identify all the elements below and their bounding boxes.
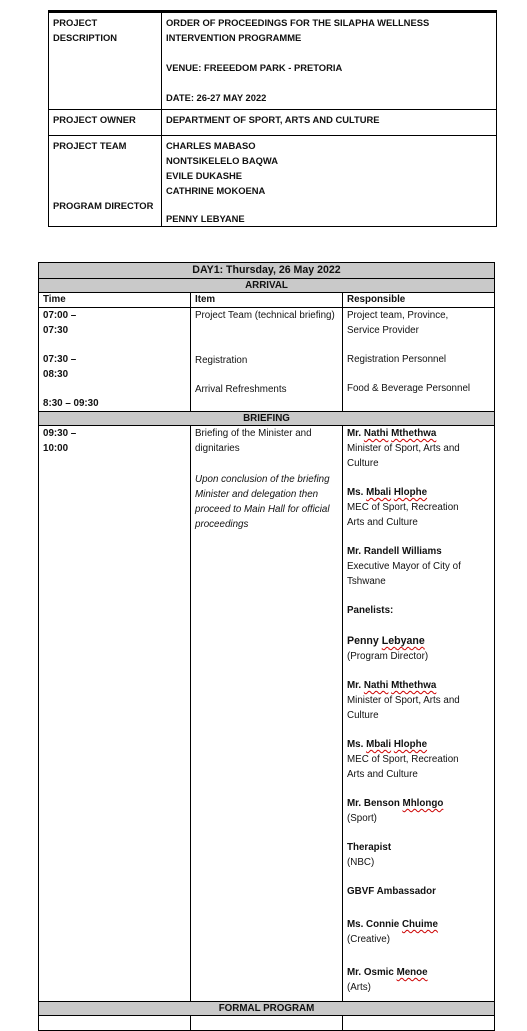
name-part: Hlophe	[393, 739, 428, 750]
name-part: Nathi	[363, 428, 389, 439]
project-owner-row	[49, 110, 497, 136]
responsible-text: Project team, Province,	[347, 310, 449, 321]
day-title: DAY1: Thursday, 26 May 2022	[39, 263, 495, 279]
name-part: Lebyane	[381, 635, 425, 647]
panelist-role: Arts and Culture	[347, 769, 418, 780]
program-director-label: PROGRAM DIRECTOR	[53, 200, 154, 211]
panelist-role: (Program Director)	[347, 651, 429, 662]
panelist-name: Mr. Benson Mhlongo	[347, 798, 444, 809]
project-team-label: PROJECT TEAM	[53, 140, 127, 151]
panelist-role: (Sport)	[347, 813, 377, 824]
time-text: 10:00	[43, 443, 69, 454]
name-part: Mhlongo	[402, 798, 444, 809]
panelist-name: Mr. Nathi Mthethwa	[347, 680, 437, 691]
panelist-role: Culture	[347, 710, 379, 721]
formal-banner: FORMAL PROGRAM	[39, 1002, 495, 1016]
col-item-header: Item	[191, 293, 343, 308]
responsible-role: Arts and Culture	[347, 517, 418, 528]
panelist-role: (NBC)	[347, 857, 375, 868]
briefing-responsible-cell	[343, 426, 495, 1002]
responsible-role: Executive Mayor of City of	[347, 561, 461, 572]
day-title-row	[39, 263, 495, 279]
name-part: Chuime	[401, 919, 438, 930]
responsible-role: Culture	[347, 458, 379, 469]
column-header-row	[39, 293, 495, 308]
panelist-name: Ms. Mbali Hlophe	[347, 739, 428, 750]
team-member: CATHRINE MOKOENA	[166, 185, 266, 196]
project-description-label: PROJECT DESCRIPTION	[49, 12, 162, 110]
project-venue: VENUE: FREEEDOM PARK - PRETORIA	[166, 62, 343, 73]
briefing-row	[39, 426, 495, 1002]
time-text: 07:30 –	[43, 354, 77, 365]
project-owner: DEPARTMENT OF SPORT, ARTS AND CULTURE	[162, 110, 497, 136]
formal-row	[39, 1016, 495, 1031]
name-part: Hlophe	[393, 487, 428, 498]
responsible-text: Food & Beverage Personnel	[347, 383, 471, 394]
briefing-item-cell	[191, 426, 343, 1002]
panelist-role: (Arts)	[347, 982, 371, 993]
briefing-note: Upon conclusion of the briefing Minister and delegation then proceed to Main Hall for official proceedings	[195, 474, 330, 530]
day-schedule-table	[38, 262, 495, 1031]
panelist-name: GBVF Ambassador	[347, 886, 436, 897]
project-date: DATE: 26-27 MAY 2022	[166, 92, 267, 103]
project-owner-label: PROJECT OWNER	[49, 110, 162, 136]
project-team-cell	[162, 136, 497, 227]
panelist-role: (Creative)	[347, 934, 391, 945]
arrival-banner: ARRIVAL	[39, 279, 495, 293]
panelist-role: MEC of Sport, Recreation	[347, 754, 459, 765]
project-info-table	[48, 10, 497, 227]
item-text: Registration	[195, 355, 248, 366]
arrival-item-cell	[191, 308, 343, 412]
responsible-name: Mr. Randell Williams	[347, 546, 442, 557]
arrival-responsible-cell	[343, 308, 495, 412]
panelists-heading: Panelists:	[347, 605, 394, 616]
briefing-time-cell	[39, 426, 191, 1002]
name-part: Nathi	[363, 680, 389, 691]
panelist-name: Mr. Osmic Menoe	[347, 967, 428, 978]
responsible-name: Mr. Nathi Mthethwa	[347, 428, 437, 439]
formal-banner-row	[39, 1002, 495, 1016]
project-title: ORDER OF PROCEEDINGS FOR THE SILAPHA WELLNESS INTERVENTION PROGRAMME	[166, 17, 430, 43]
responsible-role: Minister of Sport, Arts and	[347, 443, 460, 454]
project-description-cell	[162, 12, 497, 110]
time-text: 8:30 – 09:30	[43, 398, 99, 409]
time-text: 09:30 –	[43, 428, 77, 439]
briefing-item: Briefing of the Minister and dignitaries	[195, 428, 312, 454]
team-member: NONTSIKELELO BAQWA	[166, 155, 278, 166]
team-member: CHARLES MABASO	[166, 140, 256, 151]
project-team-label-cell	[49, 136, 162, 227]
project-description-row	[49, 12, 497, 110]
responsible-name: Ms. Mbali Hlophe	[347, 487, 428, 498]
panelist-role: Minister of Sport, Arts and	[347, 695, 460, 706]
arrival-time-cell	[39, 308, 191, 412]
col-responsible-header: Responsible	[343, 293, 495, 308]
name-part: Menoe	[396, 967, 428, 978]
item-text: Project Team (technical briefing)	[195, 310, 335, 321]
panelist-name: Ms. Connie Chuime	[347, 919, 438, 930]
panelist-name: Penny Lebyane	[347, 635, 425, 647]
name-part: Mbali	[366, 487, 392, 498]
arrival-row	[39, 308, 495, 412]
name-part: Mthethwa	[391, 680, 437, 691]
program-director: PENNY LEBYANE	[166, 213, 245, 224]
col-time-header: Time	[39, 293, 191, 308]
responsible-role: Tshwane	[347, 576, 386, 587]
name-part: Mbali	[366, 739, 392, 750]
time-text: 07:00 –	[43, 310, 77, 321]
project-team-row	[49, 136, 497, 227]
name-part: Mthethwa	[391, 428, 437, 439]
briefing-banner: BRIEFING	[39, 412, 495, 426]
panelist-name: Therapist	[347, 842, 392, 853]
briefing-banner-row	[39, 412, 495, 426]
responsible-role: MEC of Sport, Recreation	[347, 502, 459, 513]
responsible-text: Service Provider	[347, 325, 419, 336]
arrival-banner-row	[39, 279, 495, 293]
item-text: Arrival Refreshments	[195, 384, 287, 395]
time-text: 07:30	[43, 325, 69, 336]
team-member: EVILE DUKASHE	[166, 170, 243, 181]
time-text: 08:30	[43, 369, 69, 380]
responsible-text: Registration Personnel	[347, 354, 447, 365]
